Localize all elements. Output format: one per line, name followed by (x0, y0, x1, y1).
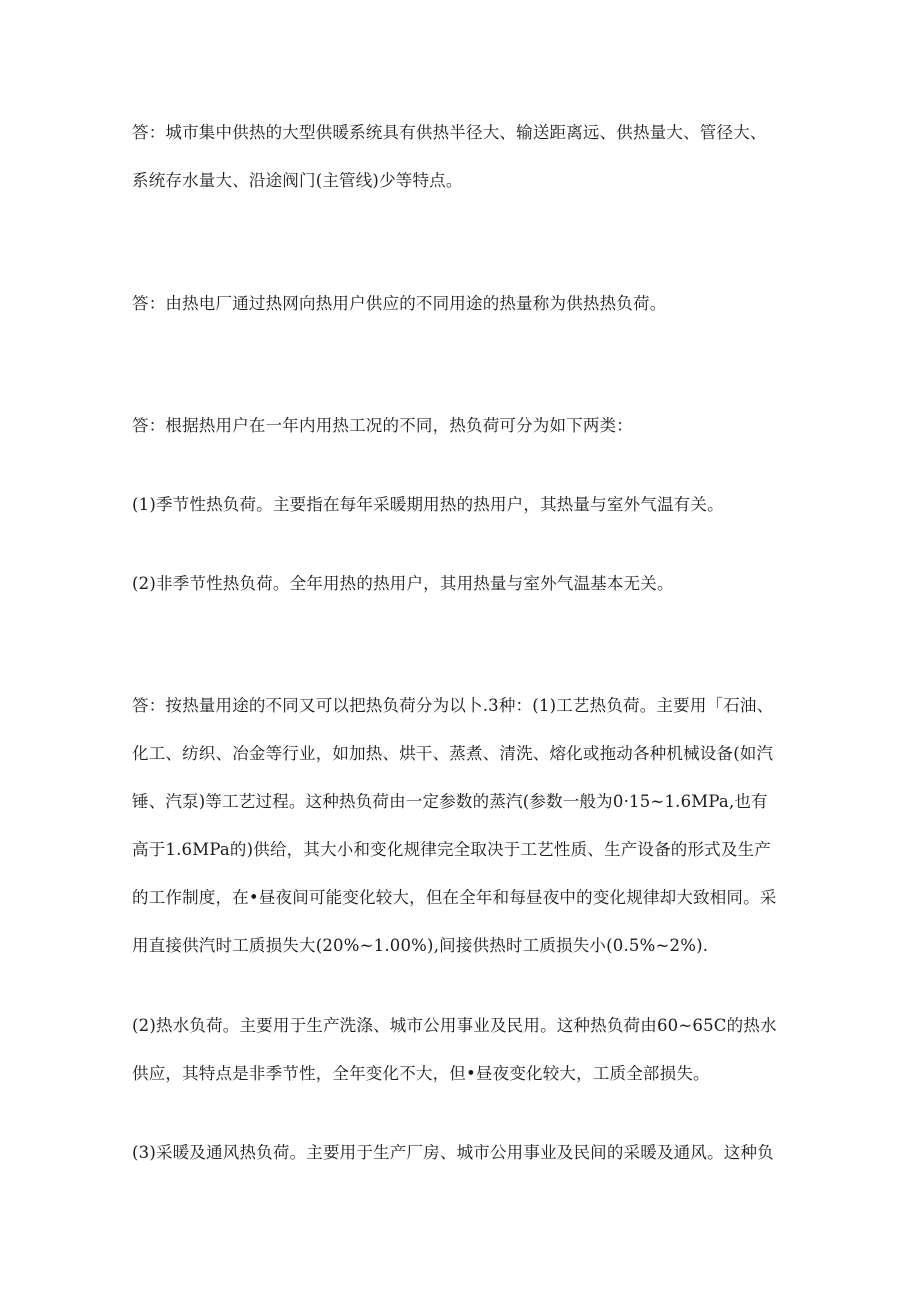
answer-4-line-2: 化工、纺织、冶金等行业，如加热、烘干、蒸煮、清洗、熔化或拖动各种机械设备(如汽 (132, 744, 774, 763)
answer-2-line-1: 答：由热电厂通过热网向热用户供应的不同用途的热量称为供热热负荷。 (132, 294, 667, 313)
answer-4-line-6: 用直接供汽时工质损失大(20%~1.00%),间接供热时工质损失小(0.5%~2%). (132, 936, 709, 955)
answer-4-line-5: 的工作制度，在•昼夜间可能变化较大，但在全年和每昼夜中的变化规律却大致相同。采 (132, 888, 777, 907)
answer-4-item-2-line-1: (2)热水负荷。主要用于生产洗涤、城市公用事业及民用。这种热负荷由60~65C的热水 (132, 1016, 777, 1035)
answer-4-item-2-line-2: 供应，其特点是非季节性，全年变化不大，但•昼夜变化较大，工质全部损失。 (132, 1064, 710, 1083)
answer-3-item-1: (1)季节性热负荷。主要指在每年采暖期用热的热用户，其热量与室外气温有关。 (132, 495, 724, 514)
answer-1-line-1: 答：城市集中供热的大型供暖系统具有供热半径大、输送距离远、供热量大、管径大、 (132, 123, 767, 142)
answer-4-line-4: 高于1.6MPa的)供给，其大小和变化规律完全取决于工艺性质、生产设备的形式及生产 (132, 840, 771, 859)
answer-4-line-1: 答：按热量用途的不同又可以把热负荷分为以卜.3种：(1)工艺热负荷。主要用「石油、 (132, 696, 774, 715)
answer-3-line-1: 答：根据热用户在一年内用热工况的不同，热负荷可分为如下两类： (132, 416, 633, 435)
answer-1-line-2: 系统存水量大、沿途阀门(主管线)少等特点。 (132, 171, 463, 190)
answer-4-item-3-line-1: (3)采暖及通风热负荷。主要用于生产厂房、城市公用事业及民间的采暖及通风。这种负 (132, 1143, 774, 1162)
answer-3-item-2: (2)非季节性热负荷。全年用热的热用户，其用热量与室外气温基本无关。 (132, 574, 674, 593)
answer-4-line-3: 锤、汽泵)等工艺过程。这种热负荷由一定参数的蒸汽(参数一般为0·15~1.6MPa,也有 (132, 792, 768, 811)
